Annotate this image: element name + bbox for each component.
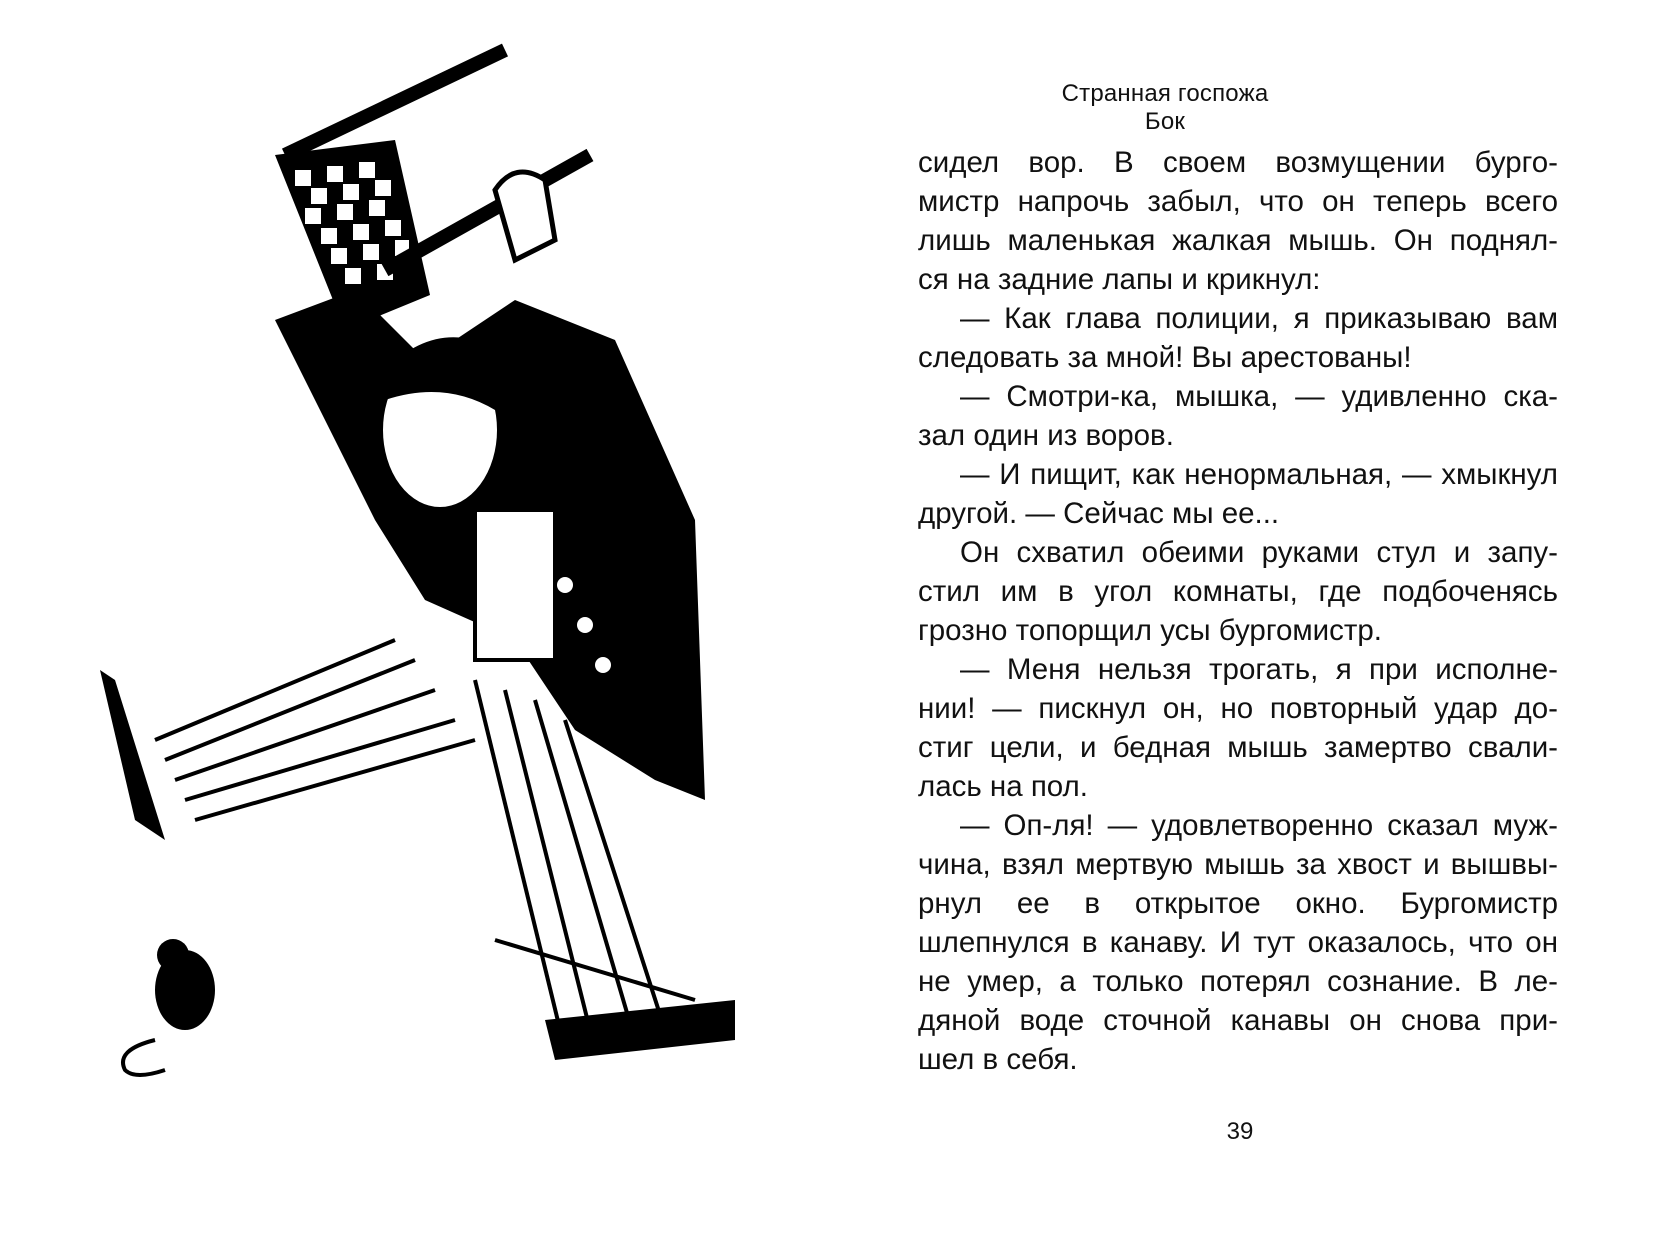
text-line: следовать за мной! Вы арестованы! <box>918 341 1412 374</box>
text-line: дяной воде сточной канавы он снова при- <box>918 1004 1558 1037</box>
text-line: нии! — пискнул он, но повторный удар до- <box>918 692 1558 725</box>
page-number: 39 <box>1226 1118 1254 1145</box>
text-line: — Меня нельзя трогать, я при исполне- <box>960 653 1558 686</box>
running-head: Странная госпожа Бок <box>1061 80 1269 135</box>
text-line: — Смотри-ка, мышка, — удивленно ска- <box>960 380 1558 413</box>
text-line: стиг цели, и бедная мышь замертво свали- <box>918 731 1558 764</box>
text-line: ся на задние лапы и крикнул: <box>918 263 1321 296</box>
text-line: чина, взял мертвую мышь за хвост и вышвы- <box>918 848 1558 881</box>
text-line: — И пищит, как ненормальная, — хмыкнул <box>960 458 1558 491</box>
text-line: — Как глава полиции, я приказываю вам <box>960 302 1558 335</box>
text-line: — Оп-ля! — удовлетворенно сказал муж- <box>960 809 1558 842</box>
text-line: грозно топорщил усы бургомистр. <box>918 614 1382 647</box>
text-line: лась на пол. <box>918 770 1088 803</box>
text-line: сидел вор. В своем возмущении бурго- <box>918 146 1558 179</box>
text-line: шлепнулся в канаву. И тут оказалось, что он <box>918 926 1558 959</box>
text-line: другой. — Сейчас мы ее... <box>918 497 1280 530</box>
text-line: лишь маленькая жалкая мышь. Он поднял- <box>918 224 1558 257</box>
text-line: рнул ее в открытое окно. Бургомистр <box>918 887 1558 920</box>
man-figure <box>100 172 735 1060</box>
text-line: зал один из воров. <box>918 419 1174 452</box>
text-line: не умер, а только потерял сознание. В ле- <box>918 965 1558 998</box>
text-line: Он схватил обеими руками стул и запу- <box>960 536 1558 569</box>
text-line: стил им в угол комнаты, где подбоченясь <box>918 575 1558 608</box>
text-line: шел в себя. <box>918 1043 1078 1076</box>
text-line: мистр напрочь забыл, что он теперь всего <box>918 185 1558 218</box>
body-text <box>918 143 1558 1079</box>
mouse-drawing <box>123 939 215 1075</box>
illustration <box>95 40 775 1160</box>
